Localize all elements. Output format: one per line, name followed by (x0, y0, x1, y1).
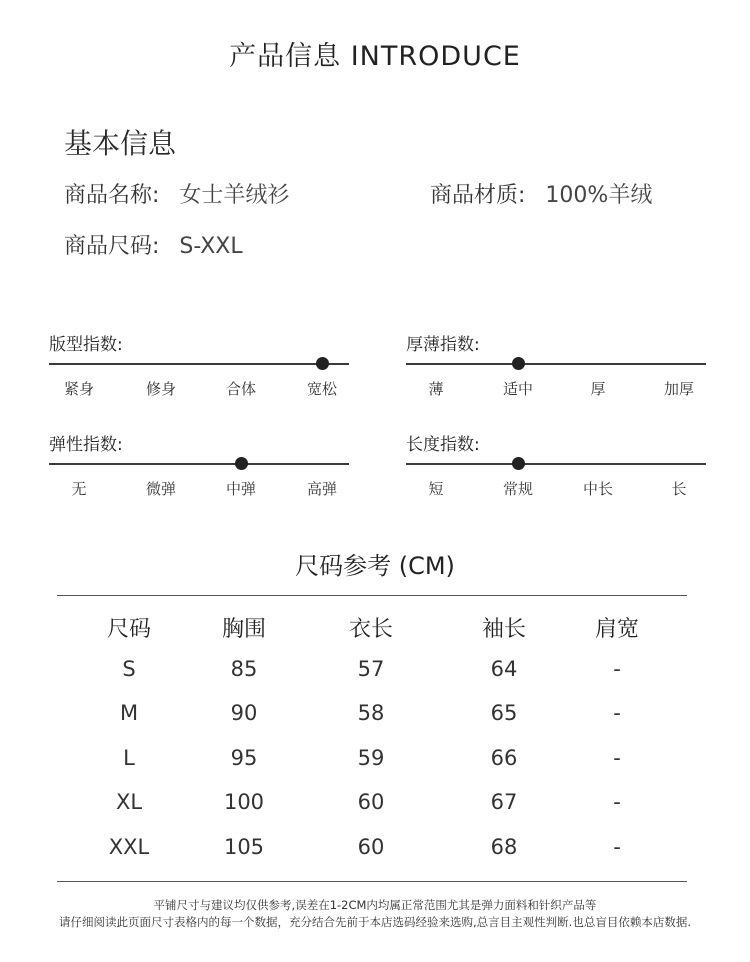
footnote-line-1: 平铺尺寸与建议均仅供参考,误差在1-2CM内均属正常范围尤其是弹力面料和针织产品等 (153, 898, 597, 912)
length-index-tick: 长 (671, 480, 687, 498)
table-cell: 58 (357, 701, 385, 725)
column-header: 胸围 (221, 617, 267, 642)
column-header: 尺码 (106, 617, 152, 642)
table-cell: XXL (108, 834, 150, 859)
fit-index-marker (316, 357, 329, 370)
length-index-title: 长度指数: (406, 435, 480, 455)
page-title: 产品信息 INTRODUCE (229, 41, 521, 72)
table-cell: 90 (230, 701, 258, 725)
column-header: 肩宽 (594, 617, 640, 642)
fit-index-track (49, 363, 349, 365)
fit-index-tick: 修身 (145, 380, 177, 398)
thickness-index (406, 330, 706, 398)
fit-index-title: 版型指数: (49, 335, 123, 355)
elasticity-index-marker (235, 457, 248, 470)
table-row (57, 790, 687, 835)
table-cell: 65 (490, 701, 518, 725)
table-row (57, 746, 687, 791)
thickness-index-tick: 厚 (590, 380, 606, 398)
product-size-row (64, 229, 243, 260)
elasticity-index-track (49, 463, 349, 465)
table-cell: 67 (490, 790, 518, 814)
fit-index-ticks (49, 378, 349, 400)
product-size-label: 商品尺码: (64, 234, 160, 259)
elasticity-index (49, 430, 349, 498)
elasticity-index-ticks (49, 478, 349, 500)
table-cell: 64 (490, 656, 518, 681)
table-cell: 60 (357, 790, 385, 814)
fit-index-tick: 合体 (225, 380, 257, 398)
product-name-value: 女士羊绒衫 (179, 183, 290, 208)
length-index-tick: 常规 (502, 480, 534, 498)
table-cell: 105 (223, 834, 265, 859)
size-chart-bottom-rule (57, 881, 687, 882)
elasticity-index-tick: 无 (71, 480, 87, 498)
thickness-index-marker (512, 357, 525, 370)
length-index-marker (512, 457, 525, 470)
table-cell: 57 (357, 656, 385, 681)
table-cell: 100 (223, 790, 265, 814)
table-cell: 85 (230, 656, 258, 681)
product-material-value: 100%羊绒 (545, 183, 653, 208)
table-cell: S (122, 656, 136, 681)
table-cell: - (613, 745, 621, 770)
fit-index-tick: 紧身 (63, 380, 95, 398)
size-chart-top-rule (57, 595, 687, 596)
size-table (57, 612, 687, 879)
table-cell: XL (115, 790, 143, 814)
table-cell: - (613, 701, 621, 725)
table-cell: - (613, 834, 621, 859)
product-name-row (64, 178, 289, 209)
elasticity-index-tick: 微弹 (145, 480, 177, 498)
column-header: 衣长 (348, 617, 394, 642)
table-cell: 68 (490, 834, 518, 859)
product-material-label: 商品材质: (430, 183, 526, 208)
fit-index-tick: 宽松 (306, 380, 338, 398)
length-index-ticks (406, 478, 706, 500)
elasticity-index-tick: 高弹 (306, 480, 338, 498)
length-index-tick: 短 (428, 480, 444, 498)
thickness-index-tick: 加厚 (663, 380, 695, 398)
thickness-index-tick: 薄 (428, 380, 444, 398)
table-cell: - (613, 790, 621, 814)
column-header: 袖长 (481, 617, 527, 642)
length-index (406, 430, 706, 498)
length-index-track (406, 463, 706, 465)
table-row (57, 657, 687, 702)
table-row (57, 701, 687, 746)
size-chart-heading: 尺码参考 (CM) (295, 552, 455, 580)
footnote-line-2: 请仔细阅读此页面尺寸表格内的每一个数据，充分结合先前于本店选码经验来选购,总言目主观性判断.也总盲目依赖本店数据. (59, 915, 691, 929)
thickness-index-tick: 适中 (502, 380, 534, 398)
product-name-label: 商品名称: (64, 183, 160, 208)
thickness-index-ticks (406, 378, 706, 400)
product-size-value: S-XXL (179, 234, 243, 259)
basic-info-heading: 基本信息 (64, 127, 177, 160)
table-cell: M (119, 701, 139, 725)
thickness-index-title: 厚薄指数: (406, 335, 480, 355)
table-cell: 66 (490, 745, 518, 770)
table-cell: 59 (357, 745, 385, 770)
fit-index (49, 330, 349, 398)
table-cell: - (613, 656, 621, 681)
thickness-index-track (406, 363, 706, 365)
size-table-header (57, 612, 687, 657)
table-row (57, 835, 687, 880)
product-material-row (430, 178, 652, 209)
elasticity-index-title: 弹性指数: (49, 435, 123, 455)
table-cell: 60 (357, 834, 385, 859)
length-index-tick: 中长 (582, 480, 614, 498)
table-cell: 95 (230, 745, 258, 770)
elasticity-index-tick: 中弹 (225, 480, 257, 498)
table-cell: L (123, 745, 135, 770)
